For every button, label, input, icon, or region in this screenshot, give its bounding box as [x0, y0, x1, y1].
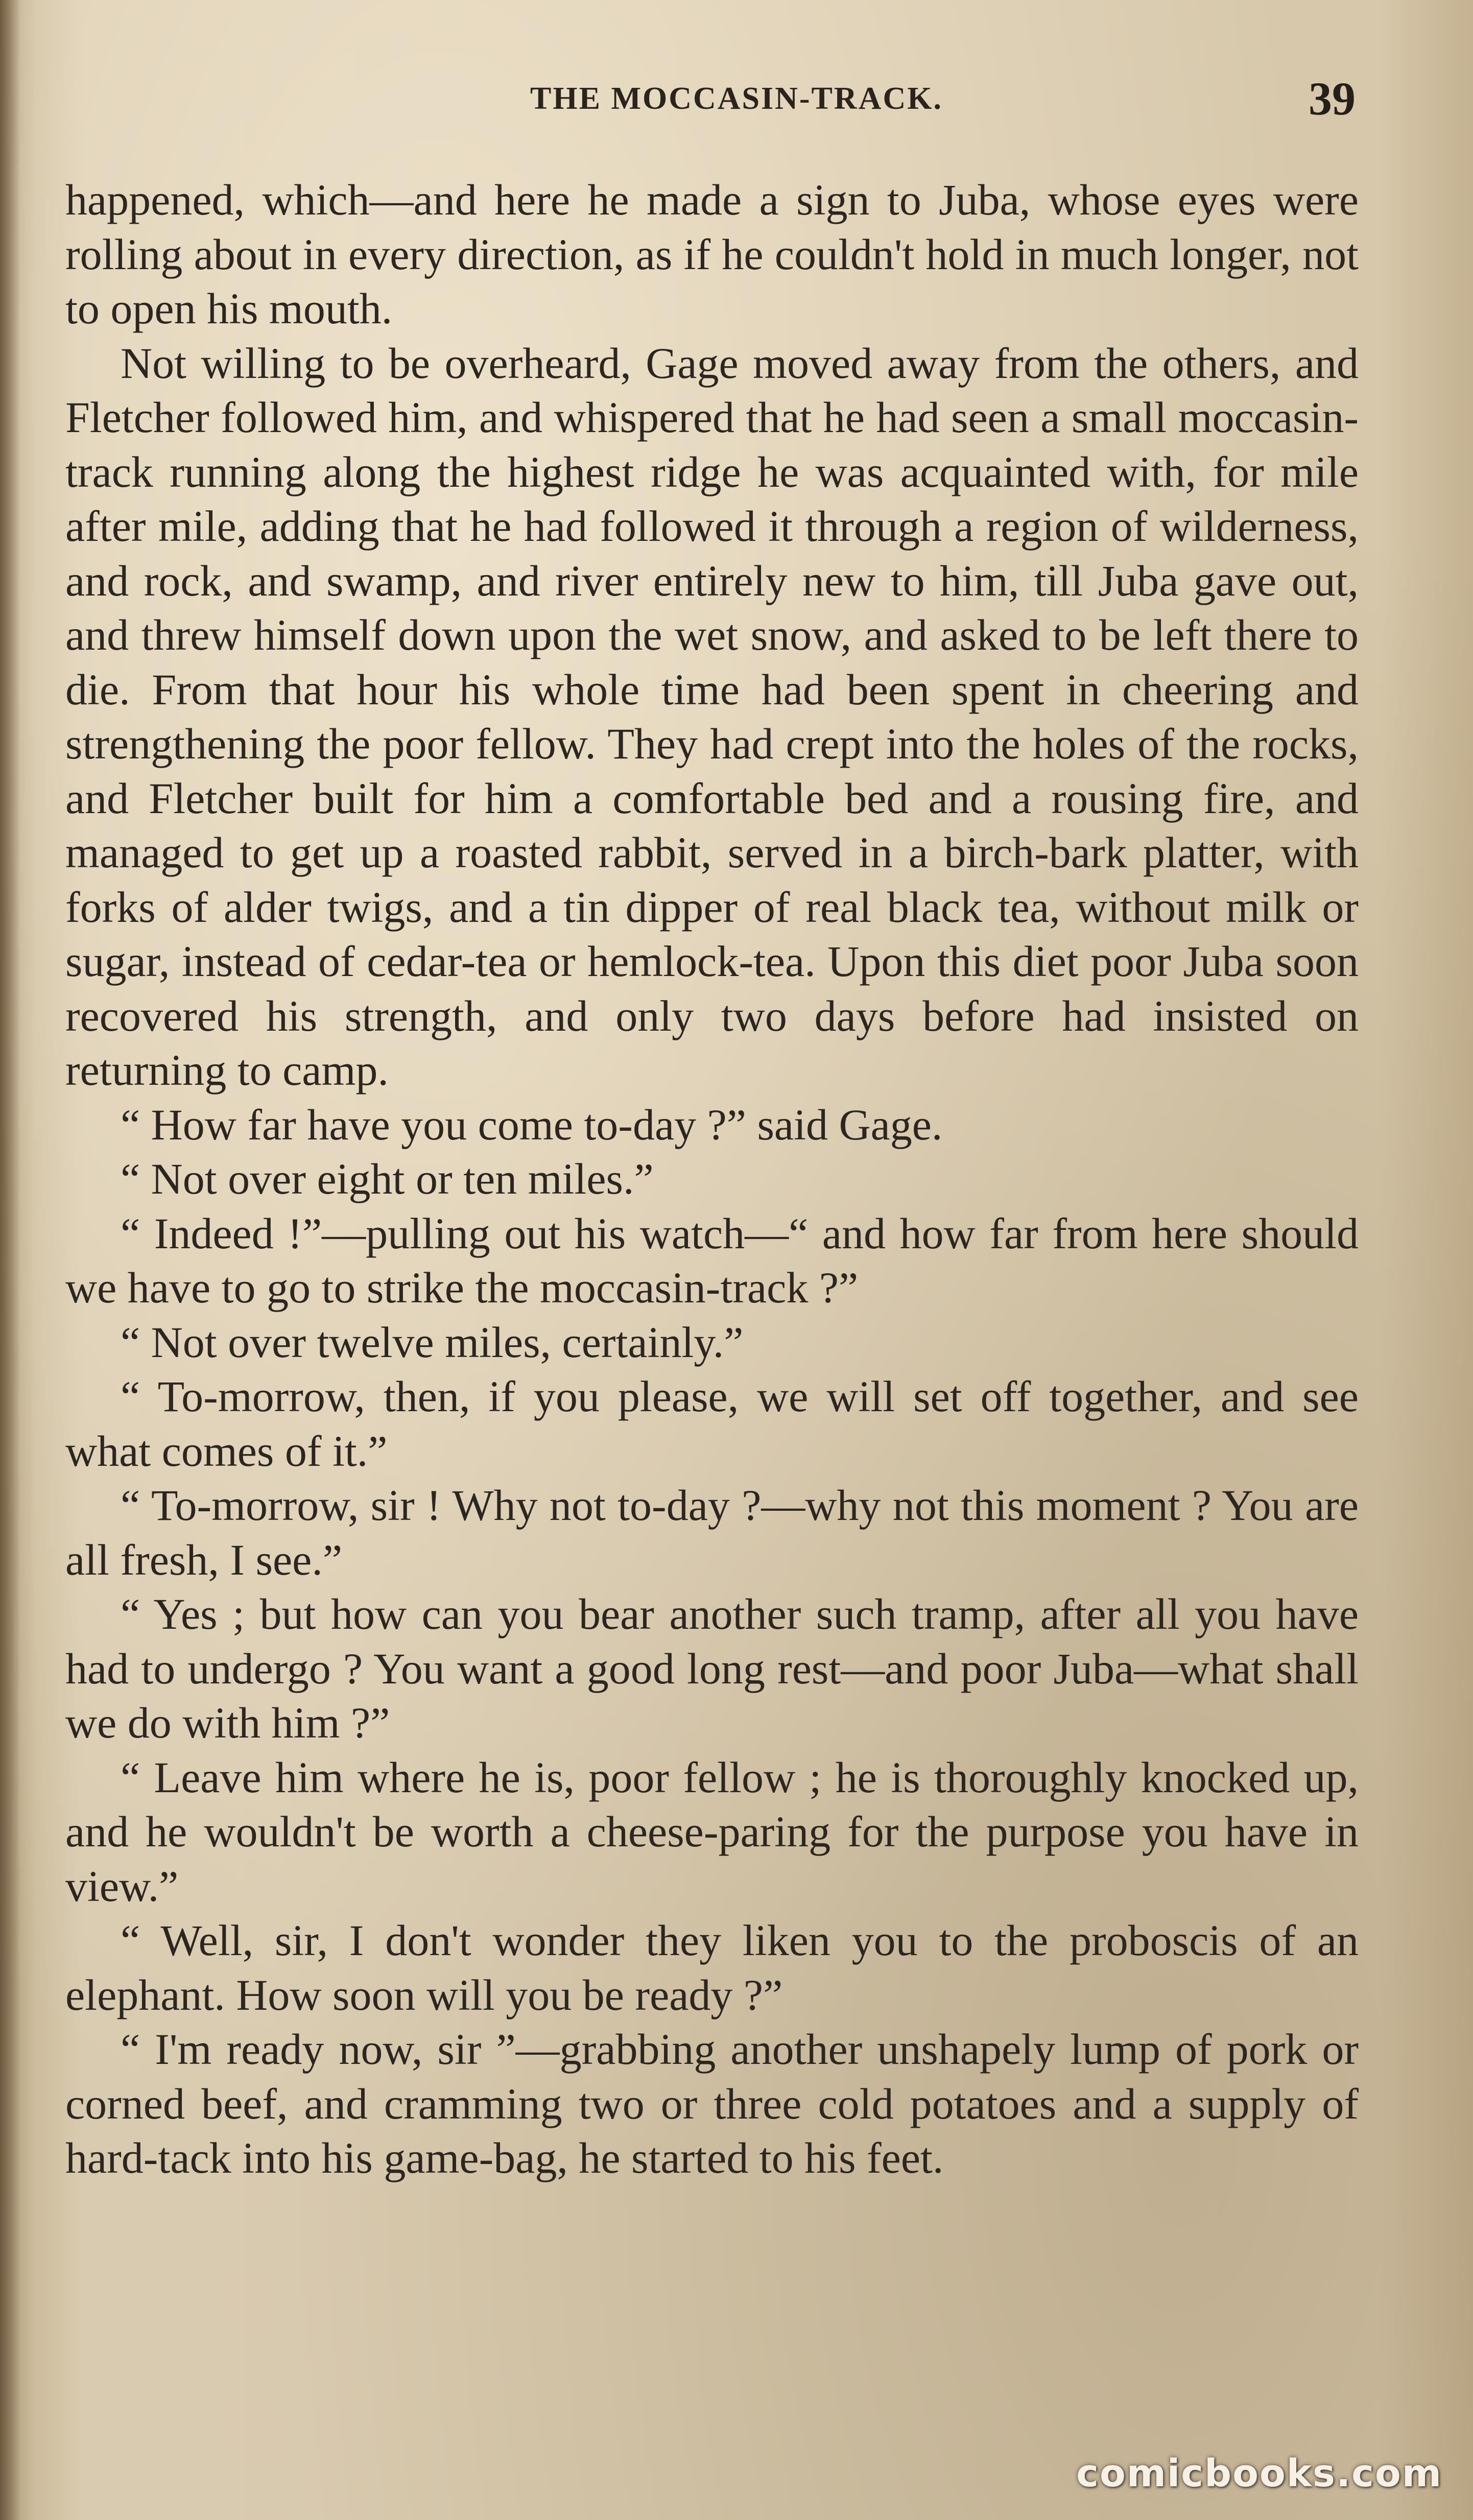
paragraph: “ To-morrow, then, if you please, we will set off together, and see what comes of it.”: [65, 1372, 1359, 1476]
running-head-title: THE MOCCASIN-TRACK.: [530, 81, 943, 116]
paragraph: “ How far have you come to-day ?” said Gage.: [121, 1100, 943, 1149]
paragraph: “ Not over twelve miles, certainly.”: [121, 1317, 744, 1367]
body-text: [65, 173, 1359, 2185]
paragraph: “ Yes ; but how can you bear another such tramp, after all you have had to undergo ? You want a good long rest—and poor Juba—what shall we do with him ?”: [65, 1589, 1359, 1747]
paragraph: happened, which—and here he made a sign to Juba, whose eyes were rolling about in every direction, as if he couldn't hold in much longer, not to open his mouth.: [65, 175, 1359, 333]
page-number: 39: [1309, 73, 1356, 125]
running-header: [0, 72, 1473, 128]
paragraph: “ Indeed !”—pulling out his watch—“ and how far from here should we have to go to strike the moccasin-track ?”: [65, 1208, 1359, 1312]
paragraph: “ I'm ready now, sir ”—grabbing another unshapely lump of pork or corned beef, and cramming two or three cold potatoes and a supply of hard-tack into his game-bag, he started to his feet.: [65, 2025, 1359, 2182]
paragraph: “ Leave him where he is, poor fellow ; he is thoroughly knocked up, and he wouldn't be worth a cheese-paring for the purpose you have in view.”: [65, 1752, 1359, 1911]
watermark: comicbooks.com: [1076, 2452, 1442, 2495]
paragraph: “ Not over eight or ten miles.”: [121, 1154, 654, 1203]
paragraph: “ To-morrow, sir ! Why not to-day ?—why not this moment ? You are all fresh, I see.”: [65, 1481, 1359, 1584]
page-gutter-shadow: [0, 0, 20, 2520]
paragraph: “ Well, sir, I don't wonder they liken you to the proboscis of an elephant. How soon will you be ready ?”: [65, 1916, 1359, 2019]
paragraph: Not willing to be overheard, Gage moved away from the others, and Fletcher followed him, and whispered that he had seen a small moccasin-track running along the highest ridge he was acquainted with, for mile after mile, adding that he had followed it through a region of wilderness, and rock, and swamp, and river entirely new to him, till Juba gave out, and threw himself down upon the wet snow, and asked to be left there to die. From that hour his whole time had been spent in cheering and strengthening the poor fellow. They had crept into the holes of the rocks, and Fletcher built for him a comfortable bed and a rousing fire, and managed to get up a roasted rabbit, served in a birch-bark platter, with forks of alder twigs, and a tin dipper of real black tea, without milk or sugar, instead of cedar-tea or hemlock-tea. Upon this diet poor Juba soon recovered his strength, and only two days before had insisted on returning to camp.: [65, 338, 1359, 1095]
